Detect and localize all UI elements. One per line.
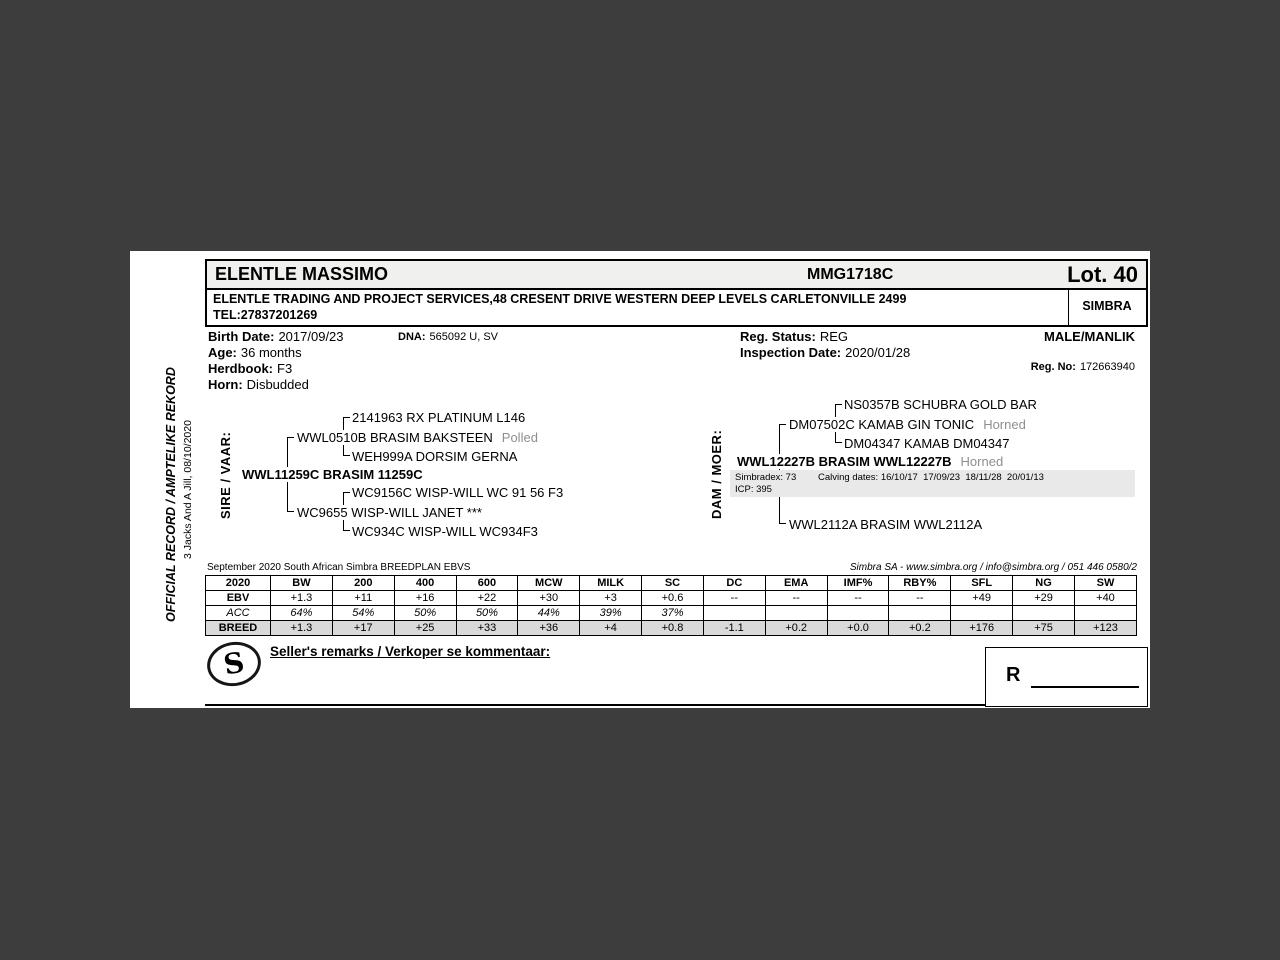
simbradex-value: Simbradex: 73 [735, 472, 797, 483]
acc-value-cell [703, 606, 765, 621]
logo-letter: S [221, 645, 247, 682]
ebv-header-row [206, 576, 1137, 591]
ebv-value-cell: +22 [456, 591, 518, 606]
ebv-column-header: DC [703, 576, 765, 591]
birth-date-row [208, 329, 344, 344]
birth-date-value: 2017/09/23 [278, 329, 344, 344]
acc-value-cell [827, 606, 889, 621]
acc-value-cell [889, 606, 951, 621]
sire-sire-name [295, 430, 540, 445]
breed-avg-row [206, 621, 1137, 636]
acc-value-cell [1074, 606, 1136, 621]
dam-grandsire-name: NS0357B SCHUBRA GOLD BAR [844, 397, 1037, 412]
acc-value-cell [951, 606, 1013, 621]
sire-sire-text: WWL0510B BRASIM BAKSTEEN [297, 430, 493, 445]
dam-section-label: DAM / MOER: [709, 429, 724, 519]
breed-value-cell: +36 [518, 621, 580, 636]
dam-sire-name [787, 417, 1028, 432]
ebv-row-label: EBV [206, 591, 271, 606]
price-currency-label: R [1006, 664, 1021, 686]
ebv-value-cell: +29 [1013, 591, 1075, 606]
age-row [208, 345, 302, 360]
ebv-table [205, 575, 1137, 636]
acc-value-cell: 37% [642, 606, 704, 621]
ebv-column-header: NG [1013, 576, 1075, 591]
ebv-column-header: 600 [456, 576, 518, 591]
calving-dates: Calving dates: 16/10/17 17/09/23 18/11/28 20/01/13 [818, 472, 1044, 483]
dam-horn-note: Horned [960, 454, 1004, 469]
ebv-value-cell: +16 [394, 591, 456, 606]
dam-name-text: WWL12227B BRASIM WWL12227B [737, 454, 952, 469]
acc-value-cell: 39% [580, 606, 642, 621]
reg-status-row [740, 329, 848, 344]
catalog-card [130, 251, 1150, 708]
ebv-column-header: EMA [765, 576, 827, 591]
simbra-s-logo [204, 638, 265, 691]
herdbook-row [208, 361, 292, 376]
acc-value-cell: 50% [456, 606, 518, 621]
acc-value-cell: 50% [394, 606, 456, 621]
ebv-value-cell: -- [889, 591, 951, 606]
ebv-column-header: 2020 [206, 576, 271, 591]
horn-value: Disbudded [246, 377, 309, 392]
ebv-caption-left: September 2020 South African Simbra BREEDPLAN EBVS [207, 562, 471, 573]
seller-phone: TEL:27837201269 [213, 308, 318, 322]
breed-value-cell: +33 [456, 621, 518, 636]
age-value: 36 months [240, 345, 302, 360]
ebv-column-header: SFL [951, 576, 1013, 591]
herdbook-label: Herdbook: [208, 361, 273, 376]
acc-value-cell [765, 606, 827, 621]
horn-label: Horn: [208, 377, 243, 392]
dna-value: 565092 U, SV [429, 331, 498, 343]
breed-value-cell: +0.0 [827, 621, 889, 636]
breed-value-cell: +4 [580, 621, 642, 636]
inspection-date-label: Inspection Date: [740, 345, 842, 360]
seller-info-block [205, 290, 1148, 327]
reg-no-row [1031, 361, 1135, 373]
breed-value-cell: +1.3 [271, 621, 333, 636]
ebv-value-cell: +30 [518, 591, 580, 606]
ebv-column-header: RBY% [889, 576, 951, 591]
breed-value-cell: +123 [1074, 621, 1136, 636]
price-box [985, 647, 1148, 707]
content-bottom-border [205, 704, 986, 706]
breed-value-cell: +176 [951, 621, 1013, 636]
sex-label: MALE/MANLIK [1044, 329, 1135, 344]
sire-granddam-name: WEH999A DORSIM GERNA [352, 449, 518, 464]
acc-value-cell: 54% [332, 606, 394, 621]
dam-sire-horn-note: Horned [983, 417, 1026, 432]
ebv-value-cell: +1.3 [271, 591, 333, 606]
dam-name [735, 454, 1005, 469]
breed-value-cell: +0.2 [889, 621, 951, 636]
animal-name: ELENTLE MASSIMO [215, 264, 389, 284]
acc-value-cell: 44% [518, 606, 580, 621]
breed-value-cell: +75 [1013, 621, 1075, 636]
ebv-value-cell: +49 [951, 591, 1013, 606]
sire-dam-granddam-name: WC934C WISP-WILL WC934F3 [352, 524, 538, 539]
reg-status-label: Reg. Status: [740, 329, 816, 344]
ebv-value-cell: -- [765, 591, 827, 606]
dam-info-bar [730, 470, 1135, 497]
sire-dam-name: WC9655 WISP-WILL JANET *** [297, 505, 482, 520]
breed-value-cell: -1.1 [703, 621, 765, 636]
dam-dam-name: WWL2112A BRASIM WWL2112A [789, 517, 983, 532]
ebv-value-cell: -- [827, 591, 889, 606]
breed-label: SIMBRA [1082, 299, 1132, 313]
ebv-value-cell: +0.6 [642, 591, 704, 606]
sire-grandsire-name: 2141963 RX PLATINUM L146 [352, 410, 526, 425]
acc-row-label: ACC [206, 606, 271, 621]
herdbook-value: F3 [277, 361, 293, 376]
dam-granddam-name: DM04347 KAMAB DM04347 [844, 436, 1010, 451]
ebv-value-cell: -- [703, 591, 765, 606]
seller-remarks-label: Seller's remarks / Verkoper se kommentaar: [270, 644, 551, 659]
ebv-column-header: SC [642, 576, 704, 591]
ebv-column-header: IMF% [827, 576, 889, 591]
ebv-column-header: MILK [580, 576, 642, 591]
catalog-signature-vertical-label: 3 Jacks And A Jill, 08/10/2020 [182, 420, 194, 559]
ebv-column-header: BW [271, 576, 333, 591]
ebv-column-header: MCW [518, 576, 580, 591]
breed-value-cell: +17 [332, 621, 394, 636]
birth-date-label: Birth Date: [208, 329, 275, 344]
reg-no-value: 172663940 [1079, 361, 1135, 373]
acc-value-cell: 64% [271, 606, 333, 621]
icp-value: ICP: 395 [735, 484, 772, 495]
ebv-value-cell: +11 [332, 591, 394, 606]
animal-code: MMG1718C [807, 266, 894, 283]
price-fill-line [1031, 664, 1139, 688]
ebv-row [206, 591, 1137, 606]
reg-no-label: Reg. No: [1030, 361, 1076, 373]
seller-address: ELENTLE TRADING AND PROJECT SERVICES,48 CRESENT DRIVE WESTERN DEEP LEVELS CARLETONVILLE 2499 [213, 292, 907, 306]
lot-number: Lot. 40 [1067, 262, 1138, 287]
dna-row [398, 331, 498, 343]
ebv-column-header: 200 [332, 576, 394, 591]
breed-value-cell: +0.8 [642, 621, 704, 636]
reg-status-value: REG [819, 329, 849, 344]
sire-dam-grandsire-name: WC9156C WISP-WILL WC 91 56 F3 [352, 485, 564, 500]
inspection-date-value: 2020/01/28 [845, 345, 911, 360]
breed-value-cell: +25 [394, 621, 456, 636]
acc-value-cell [1013, 606, 1075, 621]
dna-label: DNA: [398, 331, 426, 343]
sire-section-label: SIRE / VAAR: [218, 431, 233, 519]
dam-sire-text: DM07502C KAMAB GIN TONIC [789, 417, 975, 432]
ebv-caption-right: Simbra SA - www.simbra.org / info@simbra.org / 051 446 0580/2 [849, 562, 1137, 573]
acc-row [206, 606, 1137, 621]
inspection-date-row [740, 345, 910, 360]
sire-name: WWL11259C BRASIM 11259C [242, 467, 423, 482]
age-label: Age: [208, 345, 237, 360]
ebv-value-cell: +40 [1074, 591, 1136, 606]
breed-row-label: BREED [206, 621, 271, 636]
ebv-value-cell: +3 [580, 591, 642, 606]
official-record-vertical-label: OFFICIAL RECORD / AMPTELIKE REKORD [164, 367, 178, 622]
ebv-column-header: 400 [394, 576, 456, 591]
sire-sire-horn-note: Polled [501, 430, 538, 445]
breed-value-cell: +0.2 [765, 621, 827, 636]
header-bar [205, 259, 1148, 290]
horn-row [208, 377, 309, 392]
ebv-column-header: SW [1074, 576, 1136, 591]
